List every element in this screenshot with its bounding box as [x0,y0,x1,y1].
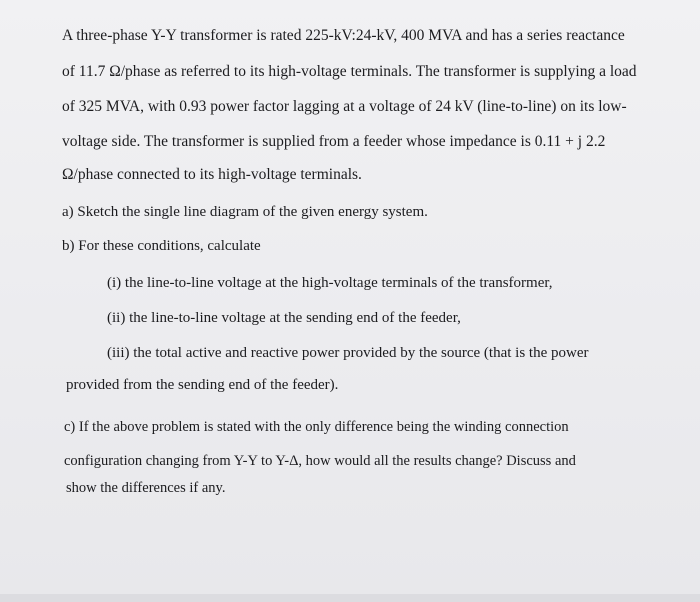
part-b-item: (iii) the total active and reactive power provided by the source (that is the power [107,345,589,361]
part-b-item: (ii) the line-to-line voltage at the sending end of the feeder, [107,310,461,326]
part-a-question: a) Sketch the single line diagram of the given energy system. [62,204,428,220]
problem-text-line: of 325 MVA, with 0.93 power factor lagging at a voltage of 24 kV (line-to-line) on its low- [62,98,627,115]
part-c-question-line: c) If the above problem is stated with the only difference being the winding connection [64,419,569,435]
problem-text-line: of 11.7 Ω/phase as referred to its high-voltage terminals. The transformer is supplying a load [62,63,637,80]
problem-text-line: voltage side. The transformer is supplied from a feeder whose impedance is 0.11 + j 2.2 [62,133,606,150]
part-c-question-line: configuration changing from Y-Y to Y-Δ, how would all the results change? Discuss and [64,453,576,469]
part-c-question-line: show the differences if any. [66,480,226,496]
problem-text-line: A three-phase Y-Y transformer is rated 225-kV:24-kV, 400 MVA and has a series reactance [62,27,625,44]
part-b-item: (i) the line-to-line voltage at the high-voltage terminals of the transformer, [107,275,553,291]
part-b-continuation: provided from the sending end of the feeder). [66,377,339,393]
problem-text-line: Ω/phase connected to its high-voltage terminals. [62,166,362,183]
part-b-question: b) For these conditions, calculate [62,238,261,254]
page-bottom-edge [0,594,700,602]
